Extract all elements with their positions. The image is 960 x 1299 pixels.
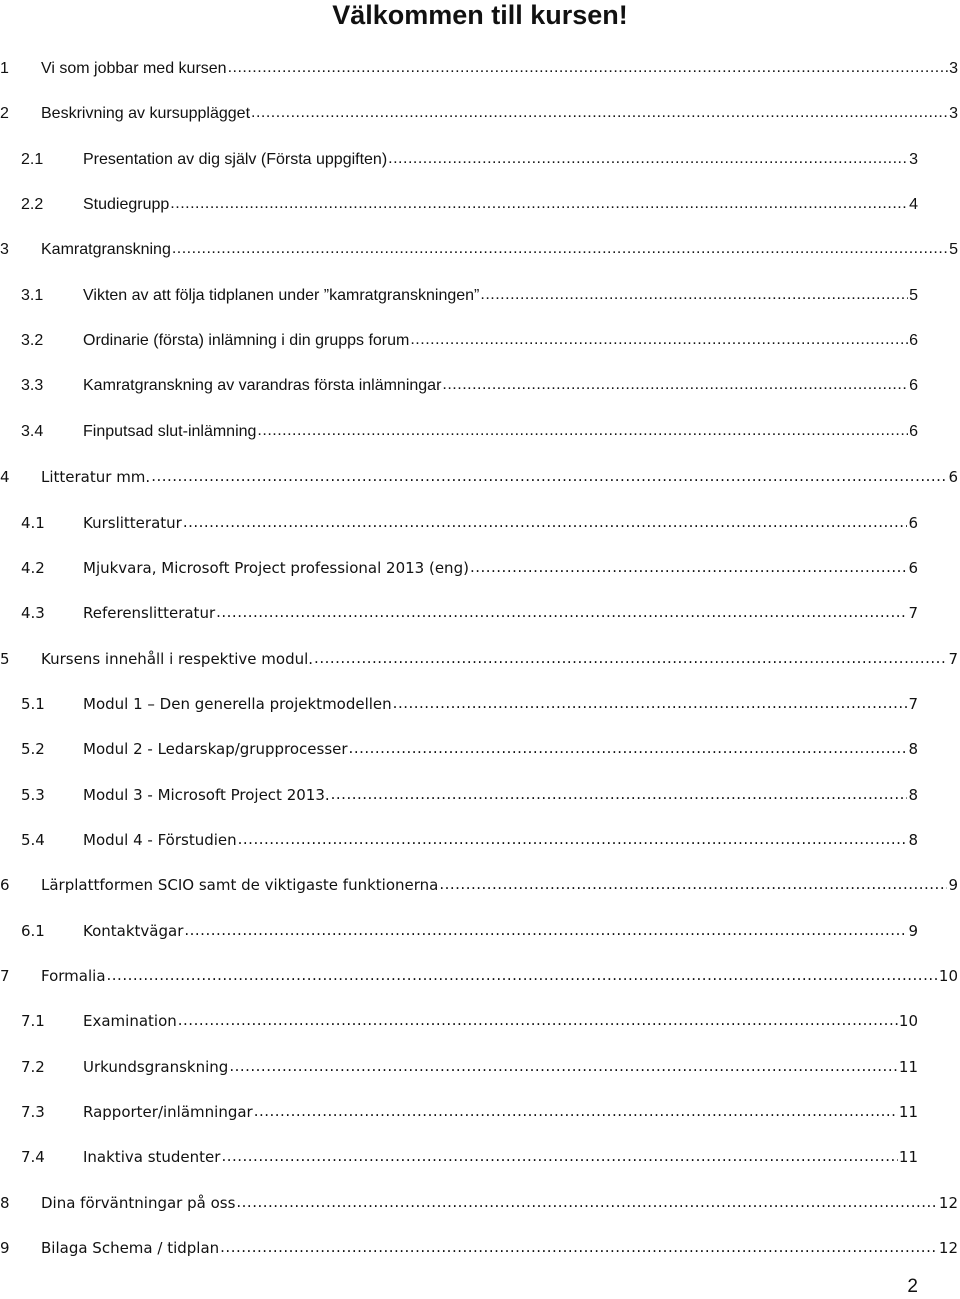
toc-entry[interactable] [0, 962, 958, 990]
toc-entry-number: 4.1 [21, 513, 45, 532]
toc-dot-leader [393, 689, 908, 717]
toc-entry-page: 10 [898, 1012, 918, 1031]
toc-entry-page: 8 [908, 785, 918, 804]
toc-entry-page: 11 [898, 1057, 918, 1076]
toc-entry-page: 12 [938, 1239, 958, 1258]
toc-entry-title: Studiegrupp [83, 196, 170, 214]
page-number: 2 [907, 1276, 918, 1297]
toc-entry-number: 2 [0, 105, 9, 123]
toc-entry[interactable] [0, 1143, 958, 1171]
toc-entry-page: 9 [908, 921, 918, 940]
toc-entry-page: 5 [949, 241, 958, 259]
toc-entry[interactable] [0, 1189, 958, 1217]
toc-entry[interactable] [0, 871, 958, 899]
toc-entry-page: 11 [898, 1103, 918, 1122]
toc-entry-number: 6.1 [21, 921, 45, 940]
toc-entry-title: Litteratur mm. [41, 468, 151, 487]
toc-entry-number: 3.3 [21, 377, 44, 395]
toc-dot-leader [410, 326, 908, 354]
toc-entry-number: 7.1 [21, 1012, 45, 1031]
toc-dot-leader [251, 99, 948, 127]
toc-dot-leader [151, 462, 947, 490]
toc-entry[interactable] [0, 191, 958, 219]
toc-entry-page: 7 [948, 649, 958, 668]
toc-dot-leader [349, 734, 908, 762]
toc-dot-leader [183, 508, 908, 536]
toc-entry-number: 6 [0, 876, 10, 895]
toc-entry-page: 6 [908, 513, 918, 532]
toc-entry-page: 7 [908, 604, 918, 623]
toc-entry[interactable] [0, 372, 958, 400]
toc-entry-page: 12 [938, 1193, 958, 1212]
toc-dot-leader [257, 417, 908, 445]
toc-entry-title: Bilaga Schema / tidplan [41, 1239, 220, 1258]
toc-entry-title: Mjukvara, Microsoft Project professional 2013 (eng) [83, 558, 469, 577]
toc-entry-title: Presentation av dig själv (Första uppgiften) [83, 150, 388, 168]
toc-entry-page: 11 [898, 1148, 918, 1167]
toc-entry[interactable] [0, 327, 958, 355]
toc-entry-title: Kurslitteratur [83, 513, 182, 532]
toc-dot-leader [178, 1006, 898, 1034]
toc-entry-title: Urkundsgranskning [83, 1057, 229, 1076]
toc-entry[interactable] [0, 1098, 958, 1126]
document-title: Välkommen till kursen! [332, 0, 628, 30]
toc-entry-number: 5.1 [21, 694, 45, 713]
toc-entry-page: 6 [909, 332, 918, 350]
toc-entry-page: 5 [909, 286, 918, 304]
toc-entry-title: Inaktiva studenter [83, 1148, 221, 1167]
toc-entry-number: 3 [0, 241, 9, 259]
toc-dot-leader [221, 1142, 897, 1170]
toc-entry[interactable] [0, 781, 958, 809]
toc-entry-number: 2.2 [21, 196, 44, 214]
toc-entry[interactable] [0, 1007, 958, 1035]
toc-dot-leader [480, 281, 908, 309]
toc-entry[interactable] [0, 826, 958, 854]
toc-dot-leader [314, 644, 947, 672]
toc-entry-page: 9 [948, 876, 958, 895]
toc-entry-title: Modul 4 - Förstudien [83, 830, 237, 849]
toc-dot-leader [107, 961, 938, 989]
toc-entry-number: 5 [0, 649, 10, 668]
toc-entry-number: 7 [0, 967, 10, 985]
toc-entry-number: 8 [0, 1193, 10, 1212]
toc-dot-leader [236, 1188, 938, 1216]
toc-entry-page: 6 [909, 422, 918, 440]
toc-entry[interactable] [0, 690, 958, 718]
toc-entry[interactable] [0, 599, 958, 627]
toc-entry[interactable] [0, 282, 958, 310]
toc-entry-title: Vikten av att följa tidplanen under ”kamratgranskningen” [83, 286, 480, 304]
toc-entry-page: 10 [938, 967, 958, 985]
toc-entry-page: 4 [909, 196, 918, 214]
toc-entry-title: Rapporter/inlämningar [83, 1103, 253, 1122]
toc-entry-page: 3 [949, 60, 958, 77]
toc-entry-number: 5.2 [21, 740, 45, 759]
toc-entry-title: Modul 3 - Microsoft Project 2013. [83, 785, 330, 804]
toc-entry-number: 1 [0, 60, 9, 77]
toc-dot-leader [228, 54, 949, 82]
toc-entry-title: Formalia [41, 967, 106, 985]
toc-entry-page: 8 [908, 830, 918, 849]
toc-entry[interactable] [0, 146, 958, 174]
toc-entry[interactable] [0, 463, 958, 491]
toc-entry-number: 4.3 [21, 604, 45, 623]
toc-dot-leader [170, 190, 908, 218]
toc-entry-title: Modul 2 - Ledarskap/grupprocesser [83, 740, 348, 759]
toc-entry[interactable] [0, 509, 958, 537]
toc-dot-leader [220, 1233, 938, 1261]
toc-dot-leader [442, 371, 908, 399]
toc-entry[interactable] [0, 1234, 958, 1262]
toc-entry-title: Referenslitteratur [83, 604, 216, 623]
toc-entry-number: 2.1 [21, 150, 44, 168]
toc-entry-number: 7.3 [21, 1103, 45, 1122]
toc-entry-title: Kontaktvägar [83, 921, 184, 940]
toc-dot-leader [331, 780, 908, 808]
toc-dot-leader [216, 598, 907, 626]
toc-entry-title: Beskrivning av kursupplägget [41, 105, 251, 123]
toc-entry-page: 8 [908, 740, 918, 759]
toc-dot-leader [388, 145, 908, 173]
toc-entry-title: Kamratgranskning [41, 241, 171, 259]
toc-entry-number: 3.4 [21, 422, 44, 440]
toc-entry-number: 7.2 [21, 1057, 45, 1076]
toc-dot-leader [184, 916, 907, 944]
toc-entry[interactable] [0, 418, 958, 446]
toc-entry-number: 9 [0, 1239, 10, 1258]
toc-entry-page: 7 [908, 694, 918, 713]
toc-entry-number: 3.2 [21, 332, 44, 350]
toc-entry[interactable] [0, 554, 958, 582]
toc-entry[interactable] [0, 100, 958, 128]
toc-entry-title: Modul 1 – Den generella projektmodellen [83, 694, 392, 713]
toc-dot-leader [439, 870, 947, 898]
toc-dot-leader [172, 235, 948, 263]
toc-entry-page: 6 [908, 558, 918, 577]
toc-entry-title: Kursens innehåll i respektive modul. [41, 649, 314, 668]
toc-entry-title: Kamratgranskning av varandras första inlämningar [83, 377, 442, 395]
toc-entry-number: 3.1 [21, 286, 44, 304]
toc-entry[interactable] [0, 645, 958, 673]
toc-dot-leader [238, 825, 908, 853]
toc-entry[interactable] [0, 735, 958, 763]
toc-dot-leader [254, 1097, 898, 1125]
toc-entry-number: 7.4 [21, 1148, 45, 1167]
toc-entry-page: 6 [909, 377, 918, 395]
toc-entry-number: 4.2 [21, 558, 45, 577]
toc-entry-page: 3 [949, 105, 958, 123]
toc-entry-title: Vi som jobbar med kursen [41, 60, 227, 77]
toc-entry[interactable] [0, 236, 958, 264]
toc-entry-number: 4 [0, 468, 10, 487]
toc-entry[interactable] [0, 917, 958, 945]
toc-entry-title: Ordinarie (första) inlämning i din grupps forum [83, 332, 410, 350]
toc-entry-number: 5.4 [21, 830, 45, 849]
toc-entry-title: Dina förväntningar på oss [41, 1193, 236, 1212]
toc-entry-title: Finputsad slut-inlämning [83, 422, 257, 440]
toc-entry[interactable] [0, 55, 958, 83]
toc-entry-page: 3 [909, 150, 918, 168]
toc-entry-page: 6 [948, 468, 958, 487]
toc-entry-number: 5.3 [21, 785, 45, 804]
toc-entry-title: Lärplattformen SCIO samt de viktigaste funktionerna [41, 876, 439, 895]
toc-entry-title: Examination [83, 1012, 177, 1031]
toc-dot-leader [229, 1052, 898, 1080]
toc-entry[interactable] [0, 1053, 958, 1081]
toc-dot-leader [470, 553, 908, 581]
